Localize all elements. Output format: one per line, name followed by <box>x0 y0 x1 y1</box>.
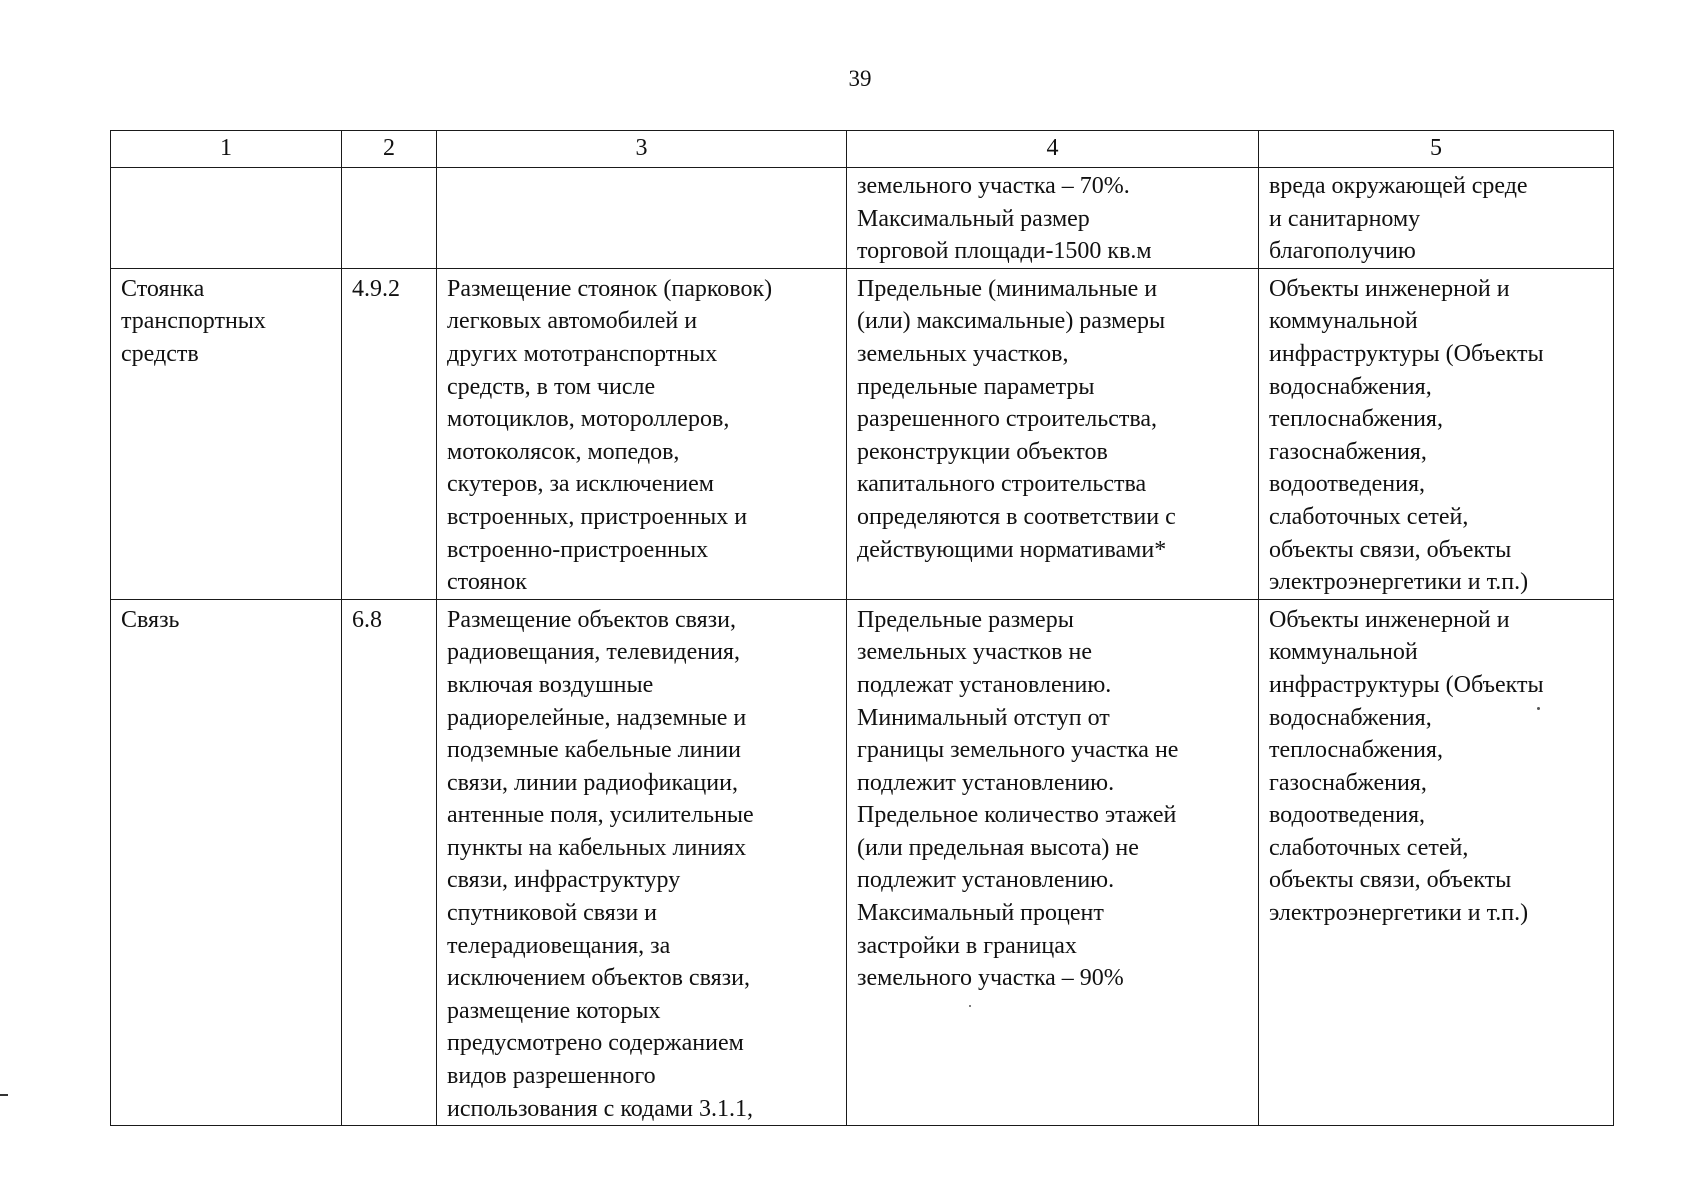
table-row <box>111 268 1614 599</box>
cell-description: Размещение объектов связи, радиовещания, телевидения, включая воздушные радиорелейные, надземные и подземные кабельные линии связи, линии радиофикации, антенные поля, усилительные пункты на кабельных линиях связи, инфраструктуру спутниковой связи и телерадиовещания, за исключением объектов связи, размещение которых предусмотрено содержанием видов разрешенного использования с кодами 3.1.1, <box>437 599 847 1126</box>
table-header-row <box>111 131 1614 168</box>
page-number: 39 <box>848 66 872 91</box>
cell-restrictions: Объекты инженерной и коммунальной инфраструктуры (Объекты водоснабжения, теплоснабжения, газоснабжения, водоотведения, слаботочных сетей, объекты связи, объекты электроэнергетики и т.п.) <box>1259 268 1614 599</box>
column-header-4: 4 <box>847 131 1259 168</box>
column-header-2: 2 <box>342 131 437 168</box>
cell-restrictions: вреда окружающей среде и санитарному благополучию <box>1259 168 1614 269</box>
cell-name <box>111 168 342 269</box>
zoning-table <box>110 130 1614 1126</box>
cell-code: 4.9.2 <box>342 268 437 599</box>
cell-code <box>342 168 437 269</box>
scan-speck <box>969 1005 971 1007</box>
cell-code: 6.8 <box>342 599 437 1126</box>
cell-parameters: Предельные (минимальные и (или) максимальные) размеры земельных участков, предельные параметры разрешенного строительства, реконструкции объектов капитального строительства определяются в соответствии с действующими нормативами* <box>847 268 1259 599</box>
cell-restrictions: Объекты инженерной и коммунальной инфраструктуры (Объекты водоснабжения, теплоснабжения, газоснабжения, водоотведения, слаботочных сетей, объекты связи, объекты электроэнергетики и т.п.) <box>1259 599 1614 1126</box>
cell-parameters: Предельные размеры земельных участков не подлежат установлению. Минимальный отступ от границы земельного участка не подлежит установлению. Предельное количество этажей (или предельная высота) не подлежит установлению. Максимальный процент застройки в границах земельного участка – 90% <box>847 599 1259 1126</box>
table-row-continuation <box>111 168 1614 269</box>
column-header-5: 5 <box>1259 131 1614 168</box>
cell-description: Размещение стоянок (парковок) легковых автомобилей и других мототранспортных средств, в том числе мотоциклов, мотороллеров, мотоколясок, мопедов, скутеров, за исключением встроенных, пристроенных и встроенно-пристроенных стоянок <box>437 268 847 599</box>
scan-speck <box>1537 707 1540 710</box>
scan-edge-mark <box>0 1094 8 1096</box>
cell-name: Стоянка транспортных средств <box>111 268 342 599</box>
column-header-3: 3 <box>437 131 847 168</box>
cell-description <box>437 168 847 269</box>
cell-name: Связь <box>111 599 342 1126</box>
table-row <box>111 599 1614 1126</box>
cell-parameters: земельного участка – 70%. Максимальный размер торговой площади-1500 кв.м <box>847 168 1259 269</box>
column-header-1: 1 <box>111 131 342 168</box>
